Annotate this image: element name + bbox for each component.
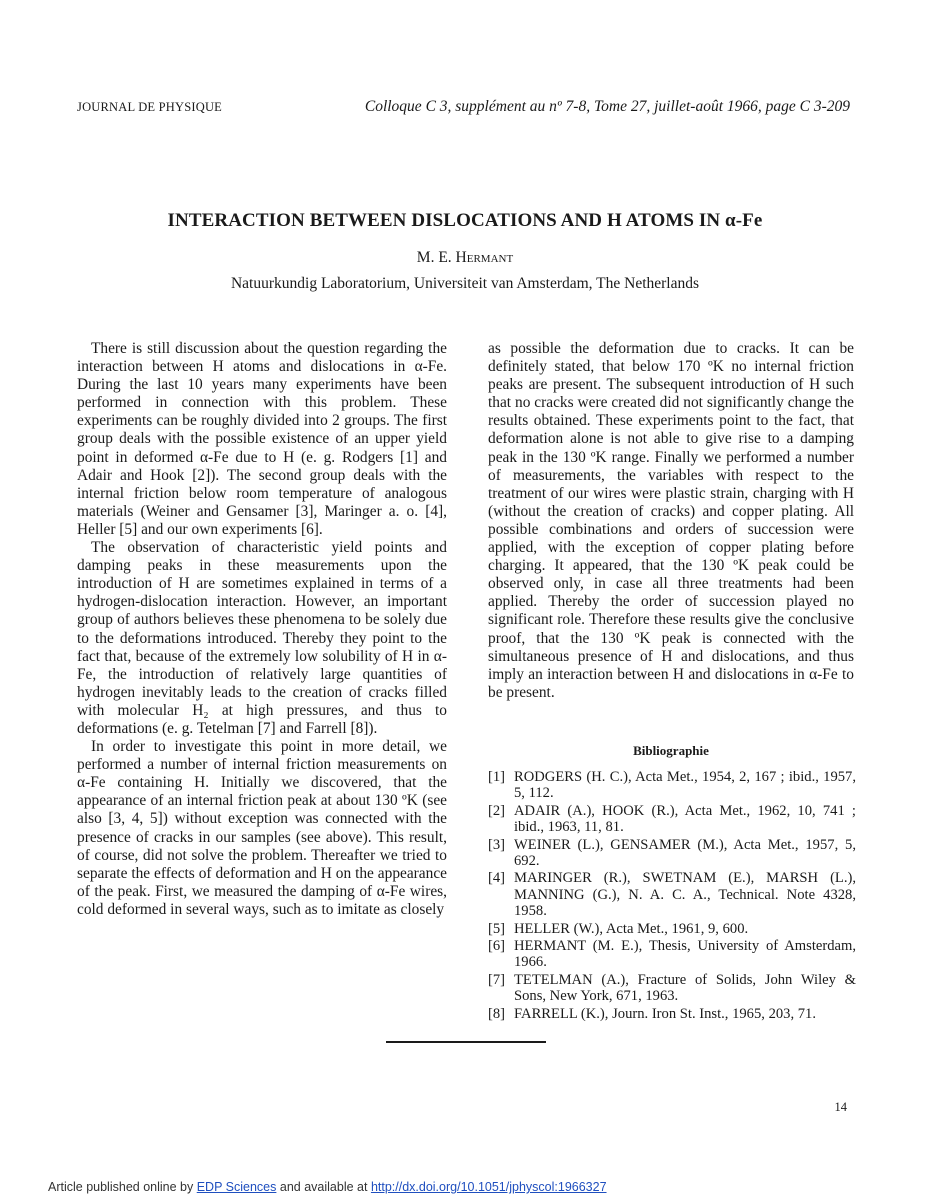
paragraph: In order to investigate this point in more detail, we performed a number of internal friction measurements on α-Fe containing H. Initially we discovered, that the appearance of an internal friction peak at about 130 ºK (see also [3, 4, 5]) without exception was connected with the presence of cracks in our samples (see above). This result, of course, did not solve the problem. Thereafter we tried to separate the effects of deformation and H on the appearance of the peak. First, we measured the damping of α-Fe wires, cold deformed in several ways, such as to imitate as closely [77,738,447,918]
reference-number: [5] [488,920,506,937]
paragraph: The observation of characteristic yield points and damping peaks in these measurements upon the introduction of H are sometimes explained in terms of a hydrogen-dislocation interaction. However, an important group of authors believes these phenomena to be solely due to the deformations introduced. Thereby they point to the fact that, because of the extremely low solubility of H in α-Fe, the introduction of relatively large quantities of hydrogen inevitably leads to the creation of cracks filled with molecular H₂ at high pressures, and thus to deformations (e. g. Tetelman [7] and Farrell [8]). [77,539,447,737]
reference-item [488,803,856,836]
reference-item [488,769,856,802]
bibliography-heading: Bibliographie [633,743,709,758]
reference-item [488,972,856,1005]
author-affiliation: Natuurkundig Laboratorium, Universiteit van Amsterdam, The Netherlands [230,275,700,292]
body-column-right [488,340,854,702]
reference-number: [4] [488,870,506,887]
reference-text: ADAIR (A.), HOOK (R.), Acta Met., 1962, 10, 741 ; ibid., 1963, 11, 81. [514,802,856,836]
paragraph: as possible the deformation due to cracks. It can be definitely stated, that below 170 ºK no internal friction peaks are present. The subsequent introduction of H such that no cracks were created did not significantly change the results obtained. These experiments point to the fact, that deformation alone is not able to give rise to a damping peak in the 130 ºK range. Finally we performed a number of measurements, the variables with respect to the treatment of our wires were plastic strain, charging with H (without the creation of cracks) and copper plating. All possible combinations and orders of succession were applied, with the exception of copper plating before charging. It appeared, that the 130 ºK peak could be observed only, in case all three treatments had been applied. Thereby the order of succession played no significant role. Therefore these results give the conclusive proof, that the 130 ºK peak is connected with the simultaneous presence of H and dislocations, and thus imply an interaction between H and dislocations in α-Fe to be present. [488,340,854,701]
reference-text: RODGERS (H. C.), Acta Met., 1954, 2, 167 ; ibid., 1957, 5, 112. [514,769,856,802]
reference-item [488,870,856,919]
reference-number: [2] [488,802,506,819]
reference-number: [6] [488,938,506,955]
reference-text: WEINER (L.), GENSAMER (M.), Acta Met., 1957, 5, 692. [514,836,856,870]
article-title: INTERACTION BETWEEN DISLOCATIONS AND H ATOMS IN α-Fe [167,210,763,231]
page-number: 14 [834,1100,847,1114]
reference-number: [8] [488,1005,506,1022]
author-name-text: M. E. Hermant [416,249,514,266]
bibliography-list [488,769,856,1023]
reference-number: [7] [488,971,506,988]
reference-item [488,921,856,937]
journal-name: JOURNAL DE PHYSIQUE [77,100,223,114]
reference-number: [1] [488,769,506,785]
reference-number: [3] [488,836,506,853]
footer-line [48,1180,607,1194]
reference-item [488,938,856,971]
reference-text: MARINGER (R.), SWETNAM (E.), MARSH (L.), MANNING (G.), N. A. C. A., Technical. Note 4328, 1958. [514,870,856,920]
publisher-link[interactable]: EDP Sciences [196,1180,277,1194]
reference-item [488,837,856,870]
reference-item [488,1006,856,1022]
body-column-left [77,340,447,919]
end-rule [386,1041,546,1043]
reference-text: HERMANT (M. E.), Thesis, University of Amsterdam, 1966. [514,938,856,971]
doi-link[interactable]: http://dx.doi.org/10.1051/jphyscol:1966327 [370,1180,607,1194]
author-name [0,249,930,267]
reference-text: FARRELL (K.), Journ. Iron St. Inst., 1965, 203, 71. [514,1005,817,1022]
reference-text: TETELMAN (A.), Fracture of Solids, John Wiley & Sons, New York, 671, 1963. [514,971,856,1005]
paragraph: There is still discussion about the question regarding the interaction between H atoms and dislocations in α-Fe. During the last 10 years many experiments have been performed in connection with this problem. These experiments can be roughly divided into 2 groups. The first group deals with the possible existence of an upper yield point in deformed α-Fe due to H (e. g. Rodgers [1] and Adair and Hook [2]). The second group deals with the internal friction below room temperature of analogous materials (Weiner and Gensamer [3], Maringer a. o. [4], Heller [5] and our own experiments [6]. [77,340,447,538]
reference-text: HELLER (W.), Acta Met., 1961, 9, 600. [514,920,749,937]
footer-middle: and available at [279,1180,368,1194]
citation-line: Colloque C 3, supplément au nº 7-8, Tome 27, juillet-août 1966, page C 3-209 [364,98,850,115]
footer-prefix: Article published online by [48,1180,194,1194]
